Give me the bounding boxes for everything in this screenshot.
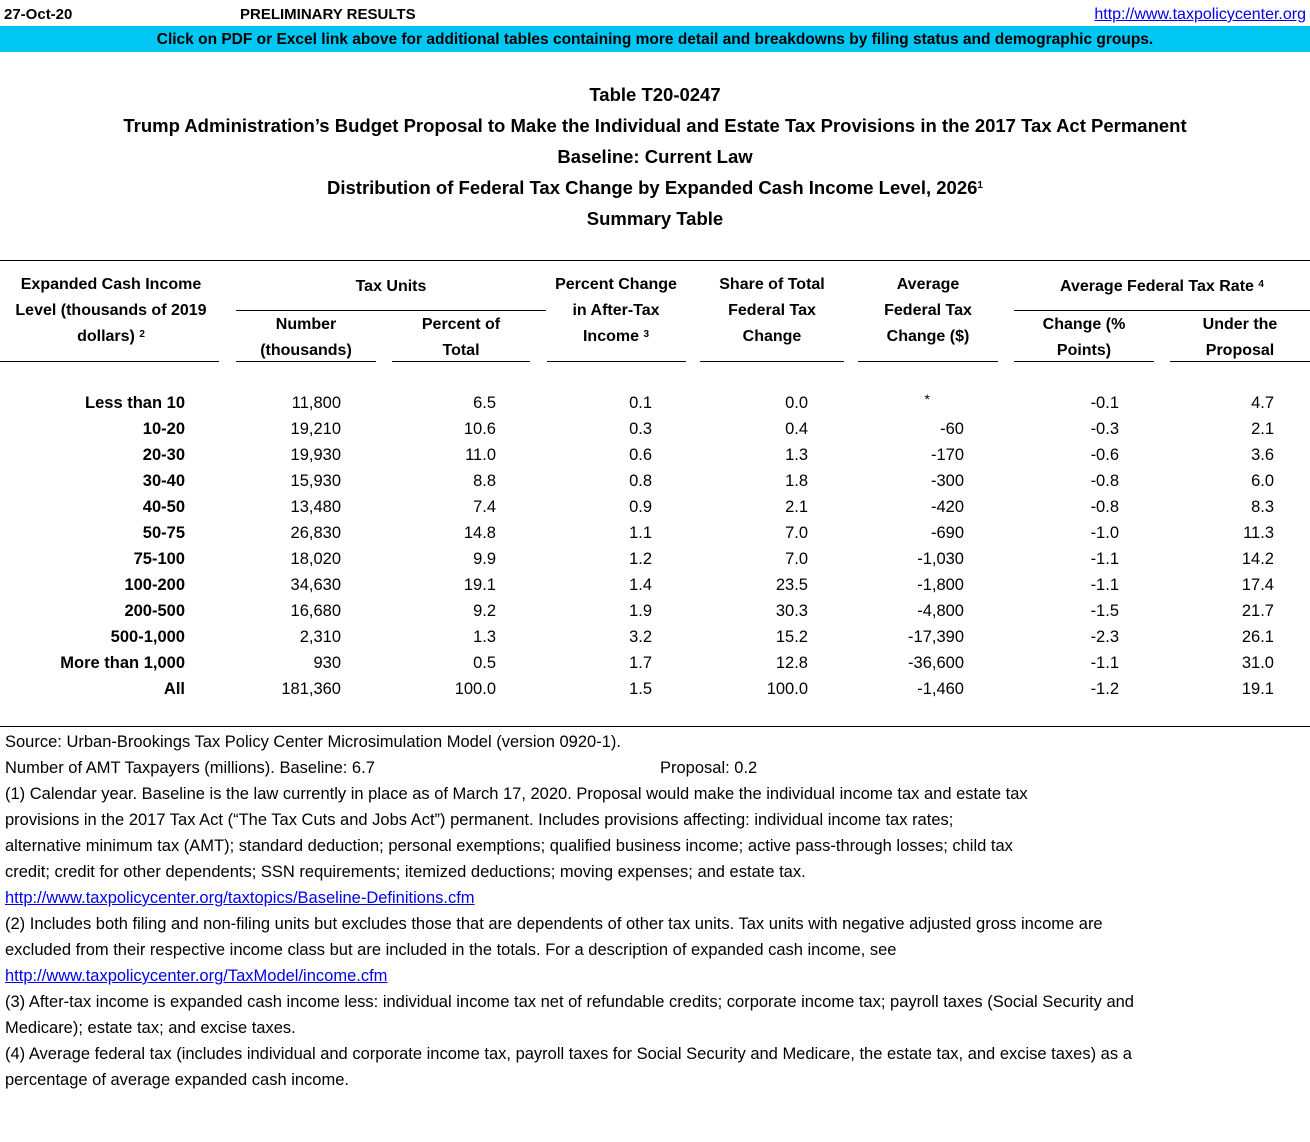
- cell-pct-change: 1.2: [629, 550, 652, 568]
- header-line: in After-Tax: [572, 302, 660, 319]
- cell-number: 16,680: [290, 602, 341, 620]
- cell-pct-change: 1.1: [629, 524, 652, 542]
- table-top-rule: [0, 260, 1310, 261]
- cell-avg-change: -300: [930, 472, 964, 490]
- cell-percent-total: 19.1: [463, 576, 496, 594]
- cell-under-proposal: 17.4: [1241, 576, 1274, 594]
- note1-line: provisions in the 2017 Tax Act (“The Tax Cuts and Jobs Act”) permanent. Includes provisions affecting: individual income tax rates;: [5, 811, 954, 829]
- footnote-ref: 4: [1258, 279, 1264, 290]
- distribution-title: [0, 175, 1310, 206]
- header-line: Level (thousands of 2019: [15, 302, 207, 319]
- header-pct-change-after-tax: [546, 272, 686, 350]
- footnote-ref: 3: [643, 329, 650, 340]
- cell-under-proposal: 26.1: [1241, 628, 1274, 646]
- cell-rate-change: -1.1: [1090, 576, 1119, 594]
- cell-share-total: 1.8: [785, 472, 808, 490]
- note1-line: credit; credit for other dependents; SSN requirements; itemized deductions; moving expenses; and estate tax.: [5, 863, 806, 881]
- cell-under-proposal: 2.1: [1251, 420, 1274, 438]
- income-definition-link[interactable]: http://www.taxpolicycenter.org/TaxModel/income.cfm: [5, 967, 388, 985]
- cell-share-total: 7.0: [785, 524, 808, 542]
- header-rule: [1014, 361, 1154, 362]
- cell-under-proposal: 4.7: [1251, 394, 1274, 412]
- table-row: [0, 624, 1310, 650]
- cell-number: 181,360: [281, 680, 341, 698]
- table-row: [0, 676, 1310, 702]
- header-number: [236, 312, 376, 364]
- cell-percent-total: 11.0: [465, 446, 496, 464]
- cell-percent-total: 1.3: [473, 628, 496, 646]
- table-row: [0, 650, 1310, 676]
- cell-share-total: 1.3: [785, 446, 808, 464]
- header-rate-change: [1014, 312, 1154, 364]
- header-line: Number: [275, 316, 337, 333]
- cell-income-level: All: [163, 680, 185, 698]
- cell-under-proposal: 11.3: [1243, 524, 1274, 542]
- cell-avg-change: -690: [930, 524, 964, 542]
- header-percent-total: [392, 312, 530, 364]
- header-line: (thousands): [260, 342, 352, 359]
- table-row: [0, 416, 1310, 442]
- note1-line: alternative minimum tax (AMT); standard deduction; personal exemptions; qualified business income; active pass-through losses; child tax: [5, 837, 1013, 855]
- note4-line: percentage of average expanded cash income.: [5, 1071, 349, 1089]
- header-line: [546, 324, 686, 350]
- header-text: dollars): [77, 328, 135, 345]
- cell-pct-change: 0.3: [629, 420, 652, 438]
- note2-line: (2) Includes both filing and non-filing units but excludes those that are dependents of other tax units. Tax units with negative adjusted gross income are: [5, 915, 1103, 933]
- header-income-level: [0, 272, 222, 350]
- table-row: [0, 520, 1310, 546]
- header-line: Change (%: [1042, 316, 1126, 333]
- cell-avg-change: -60: [940, 420, 964, 438]
- header-text: Average Federal Tax Rate: [1060, 278, 1254, 295]
- cell-number: 18,020: [290, 550, 341, 568]
- table-row: [0, 572, 1310, 598]
- cell-share-total: 23.5: [775, 576, 808, 594]
- note3-line: Medicare); estate tax; and excise taxes.: [5, 1019, 296, 1037]
- cell-under-proposal: 31.0: [1241, 654, 1274, 672]
- header-line: Percent of: [421, 316, 501, 333]
- cell-rate-change: -2.3: [1090, 628, 1119, 646]
- header-line: [0, 324, 222, 350]
- amt-note: [5, 755, 1305, 781]
- header-line: Federal Tax: [728, 302, 816, 319]
- cell-pct-change: 0.1: [629, 394, 652, 412]
- header-group-rule: [236, 310, 546, 311]
- table-row: [0, 598, 1310, 624]
- note1-line: (1) Calendar year. Baseline is the law currently in place as of March 17, 2020. Proposal would make the individual income tax and estate tax: [5, 785, 1028, 803]
- cell-number: 19,210: [290, 420, 341, 438]
- cell-avg-change: -36,600: [908, 654, 964, 672]
- cell-rate-change: -0.3: [1090, 420, 1119, 438]
- footnote-ref: 2: [139, 329, 145, 340]
- info-banner: Click on PDF or Excel link above for additional tables containing more detail and breakdowns by filing status and demographic groups.: [0, 26, 1310, 52]
- summary-label: Summary Table: [586, 208, 724, 229]
- source-note: Source: Urban-Brookings Tax Policy Center Microsimulation Model (version 0920-1).: [5, 733, 621, 751]
- cell-income-level: 100-200: [124, 576, 185, 594]
- cell-pct-change: 0.9: [629, 498, 652, 516]
- cell-rate-change: -1.1: [1090, 654, 1119, 672]
- note2-line: excluded from their respective income class but are included in the totals. For a description of expanded cash income, see: [5, 941, 897, 959]
- cell-under-proposal: 8.3: [1251, 498, 1274, 516]
- cell-avg-change: -420: [930, 498, 964, 516]
- cell-share-total: 15.2: [775, 628, 808, 646]
- cell-share-total: 0.4: [785, 420, 808, 438]
- cell-share-total: 12.8: [775, 654, 808, 672]
- cell-income-level: 30-40: [142, 472, 185, 490]
- cell-income-level: More than 1,000: [60, 654, 185, 672]
- cell-number: 26,830: [290, 524, 341, 542]
- footnote-ref: 1: [977, 180, 983, 191]
- cell-rate-change: -0.8: [1090, 498, 1119, 516]
- header-line: Total: [442, 342, 480, 359]
- cell-share-total: 100.0: [766, 680, 808, 698]
- cell-share-total: 30.3: [775, 602, 808, 620]
- cell-pct-change: 1.7: [629, 654, 652, 672]
- report-date: 27-Oct-20: [4, 6, 73, 23]
- table-id: Table T20-0247: [589, 84, 721, 105]
- table-row: [0, 546, 1310, 572]
- cell-number: 930: [313, 654, 341, 672]
- header-avg-fed-tax-rate: [1014, 274, 1310, 300]
- cell-income-level: 40-50: [142, 498, 185, 516]
- top-bar: [0, 3, 1310, 25]
- note4-line: (4) Average federal tax (includes individual and corporate income tax, payroll taxes for Social Security and Medicare, the estate tax, and excise taxes) as a: [5, 1045, 1132, 1063]
- header-rule: [236, 361, 376, 362]
- cell-rate-change: -1.1: [1090, 550, 1119, 568]
- header-rule: [1170, 361, 1310, 362]
- header-tax-units: Tax Units: [355, 278, 427, 295]
- cell-income-level: 75-100: [133, 550, 185, 568]
- header-line: Change ($): [886, 328, 970, 345]
- header-line: Average: [896, 276, 960, 293]
- cell-number: 2,310: [299, 628, 341, 646]
- header-line: Change: [742, 328, 802, 345]
- cell-number: 11,800: [291, 394, 341, 412]
- cell-avg-change: -4,800: [917, 602, 964, 620]
- header-line: Under the: [1202, 316, 1278, 333]
- cell-percent-total: 9.2: [473, 602, 496, 620]
- preliminary-label: PRELIMINARY RESULTS: [240, 6, 416, 23]
- header-line: Share of Total: [719, 276, 825, 293]
- cell-percent-total: 14.8: [463, 524, 496, 542]
- cell-avg-change: -1,800: [917, 576, 964, 594]
- header-share-total: [700, 272, 844, 350]
- table-titles: [0, 82, 1310, 237]
- header-rule: [700, 361, 844, 362]
- cell-avg-change: -17,390: [908, 628, 964, 646]
- cell-income-level: 50-75: [142, 524, 185, 542]
- cell-under-proposal: 14.2: [1241, 550, 1274, 568]
- cell-number: 15,930: [290, 472, 341, 490]
- cell-pct-change: 3.2: [629, 628, 652, 646]
- cell-under-proposal: 6.0: [1251, 472, 1274, 490]
- cell-under-proposal: 3.6: [1251, 446, 1274, 464]
- cell-income-level: Less than 10: [85, 394, 185, 412]
- header-rule: [547, 361, 686, 362]
- cell-percent-total: 100.0: [454, 680, 496, 698]
- cell-avg-change: -170: [930, 446, 964, 464]
- header-rule: [858, 361, 998, 362]
- cell-percent-total: 6.5: [473, 394, 496, 412]
- cell-percent-total: 8.8: [473, 472, 496, 490]
- table-title: Trump Administration’s Budget Proposal to Make the Individual and Estate Tax Provisions in the 2017 Tax Act Permanent: [123, 115, 1187, 136]
- table-row: [0, 468, 1310, 494]
- baseline-label: Baseline: Current Law: [557, 146, 753, 167]
- table-bottom-rule: [0, 726, 1310, 727]
- note3-line: (3) After-tax income is expanded cash income less: individual income tax net of refundable credits; corporate income tax; payroll taxes (Social Security and: [5, 993, 1134, 1011]
- cell-rate-change: -1.0: [1090, 524, 1119, 542]
- cell-pct-change: 0.8: [629, 472, 652, 490]
- cell-pct-change: 0.6: [629, 446, 652, 464]
- table-row: [0, 494, 1310, 520]
- footnotes: [5, 729, 1305, 1093]
- cell-avg-change: -1,030: [917, 550, 964, 568]
- cell-share-total: 0.0: [785, 394, 808, 412]
- header-under-proposal: [1170, 312, 1310, 364]
- cell-share-total: 7.0: [785, 550, 808, 568]
- cell-percent-total: 9.9: [473, 550, 496, 568]
- baseline-definitions-link[interactable]: http://www.taxpolicycenter.org/taxtopics/Baseline-Definitions.cfm: [5, 889, 475, 907]
- cell-under-proposal: 21.7: [1241, 602, 1274, 620]
- cell-pct-change: 1.4: [629, 576, 652, 594]
- cell-percent-total: 0.5: [473, 654, 496, 672]
- cell-rate-change: -0.1: [1090, 394, 1119, 412]
- cell-income-level: 10-20: [142, 420, 185, 438]
- cell-percent-total: 7.4: [473, 498, 496, 516]
- distribution-text: Distribution of Federal Tax Change by Expanded Cash Income Level, 2026: [327, 177, 978, 198]
- table-row: [0, 442, 1310, 468]
- cell-share-total: 2.1: [785, 498, 808, 516]
- cell-income-level: 500-1,000: [110, 628, 185, 646]
- cell-rate-change: -0.6: [1090, 446, 1119, 464]
- cell-rate-change: -0.8: [1090, 472, 1119, 490]
- cell-number: 13,480: [290, 498, 341, 516]
- cell-number: 19,930: [290, 446, 341, 464]
- header-line: Expanded Cash Income: [20, 276, 202, 293]
- cell-under-proposal: 19.1: [1241, 680, 1274, 698]
- cell-rate-change: -1.2: [1090, 680, 1119, 698]
- cell-rate-change: -1.5: [1090, 602, 1119, 620]
- cell-income-level: 20-30: [142, 446, 185, 464]
- header-text: Income: [582, 328, 639, 345]
- cell-pct-change: 1.5: [629, 680, 652, 698]
- cell-number: 34,630: [290, 576, 341, 594]
- header-group-rule: [1014, 310, 1310, 311]
- header-line: Proposal: [1205, 342, 1275, 359]
- cell-percent-total: 10.6: [463, 420, 496, 438]
- cell-avg-change: -1,460: [917, 680, 964, 698]
- amt-baseline: Number of AMT Taxpayers (millions). Baseline: 6.7: [5, 759, 375, 777]
- header-rule: [392, 361, 530, 362]
- header-rule: [0, 361, 219, 362]
- tpc-home-link[interactable]: http://www.taxpolicycenter.org: [1094, 6, 1306, 23]
- table-row: [0, 390, 1310, 416]
- cell-pct-change: 1.9: [629, 602, 652, 620]
- cell-income-level: 200-500: [124, 602, 185, 620]
- header-line: Percent Change: [555, 276, 677, 293]
- amt-proposal: Proposal: 0.2: [660, 759, 758, 777]
- cell-avg-change: *: [924, 391, 930, 407]
- header-line: Federal Tax: [884, 302, 972, 319]
- header-avg-fed-tax-change: [858, 272, 998, 350]
- header-line: Points): [1056, 342, 1112, 359]
